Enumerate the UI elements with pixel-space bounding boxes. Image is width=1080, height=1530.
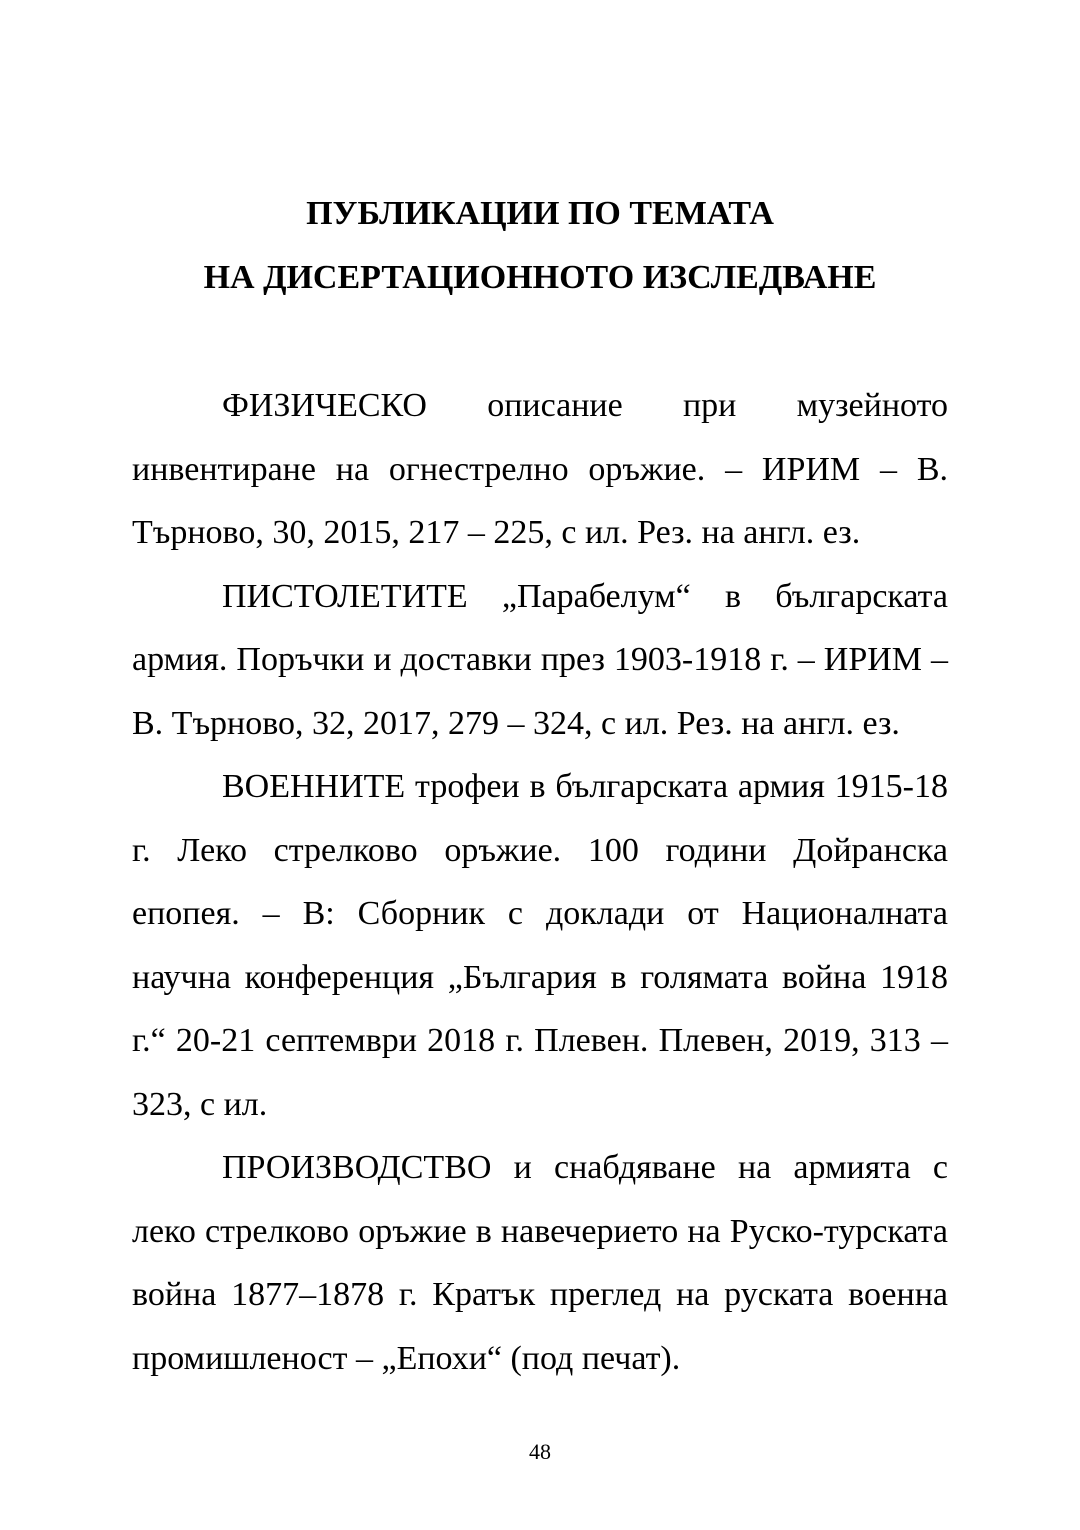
publication-text: трофеи в българската армия 1915-18 г. Леко стрелково оръжие. 100 години Дойранска епопея. – В: Сборник с доклади от Националната научна конференция „България в голямата война 1918 г.“ 20-21 септември 2018 г. Плевен. Плевен, 2019, 313 –323, с ил. (132, 768, 948, 1123)
publication-text: описание при музейното инвентиране на огнестрелно оръжие. – ИРИМ – В. Търново, 30, 2015, 217 – 225, с ил. Рез. на англ. ез. (132, 387, 948, 551)
publication-lead-word: ВОЕННИТЕ (222, 768, 406, 805)
publication-entry (132, 374, 948, 565)
page-title-line-2: НА ДИСЕРТАЦИОННОТО ИЗСЛЕДВАНЕ (203, 259, 877, 296)
publication-entry (132, 1136, 948, 1390)
publication-entry (132, 565, 948, 756)
page-title-line-1: ПУБЛИКАЦИИ ПО ТЕМАТА (306, 195, 774, 232)
publication-lead-word: ПИСТОЛЕТИТЕ (222, 577, 468, 615)
page-number: 48 (529, 1439, 551, 1464)
publication-lead-word: ПРОИЗВОДСТВО (222, 1149, 492, 1186)
publication-text: и снабдяване на армията с леко стрелково оръжие в навечерието на Руско-турската война 1877–1878 г. Кратък преглед на руската военна промишленост – „Епохи“ (под печат). (132, 1149, 948, 1377)
publication-lead-word: ФИЗИЧЕСКО (222, 387, 427, 424)
publication-entry (132, 755, 948, 1136)
publication-list (132, 374, 948, 1390)
publication-text: „Парабелум“ в българската армия. Поръчки и доставки през 1903-1918 г. – ИРИМ – В. Търново, 32, 2017, 279 – 324, с ил. Рез. на англ. ез. (132, 577, 948, 742)
